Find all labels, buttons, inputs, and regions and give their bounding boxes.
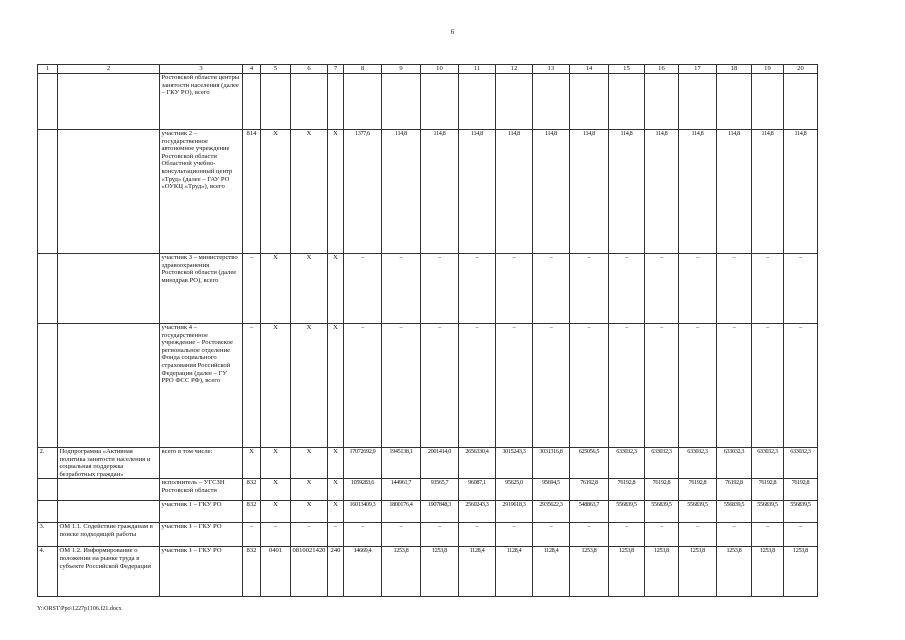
column-number-cell: 11	[458, 65, 495, 74]
grbs-code-cell: –	[243, 523, 261, 547]
amount-cell: 1945138,1	[381, 448, 420, 479]
expense-type-cell	[327, 74, 343, 130]
row-number-cell: 2.	[38, 448, 58, 479]
amount-cell: 1253,8	[569, 547, 608, 597]
column-number-cell: 1	[38, 65, 58, 74]
amount-cell: –	[420, 324, 458, 448]
column-number-cell: 5	[261, 65, 291, 74]
program-name-cell	[58, 501, 160, 523]
amount-cell: 1128,4	[495, 547, 532, 597]
amount-cell: –	[608, 523, 644, 547]
amount-cell	[532, 74, 569, 130]
amount-cell: 93565,7	[420, 479, 458, 501]
amount-cell: 556839,5	[751, 501, 783, 523]
table-body	[38, 65, 818, 597]
table-row	[38, 479, 818, 501]
target-article-cell: Х	[291, 448, 328, 479]
grbs-code-cell: 832	[243, 547, 261, 597]
amount-cell: 114,8	[420, 130, 458, 254]
row-number-cell	[38, 479, 58, 501]
amount-cell: –	[608, 254, 644, 324]
program-name-cell	[58, 74, 160, 130]
amount-cell: 633032,3	[716, 448, 751, 479]
program-name-cell: ОМ 1.2. Информирование о положении на рынке труда в субъекте Российской Федерации	[58, 547, 160, 597]
amount-cell	[644, 74, 678, 130]
participant-cell: всего в том числе:	[160, 448, 243, 479]
amount-cell: 144961,7	[381, 479, 420, 501]
table-row	[38, 501, 818, 523]
column-number-cell: 16	[644, 65, 678, 74]
amount-cell: –	[783, 254, 817, 324]
amount-cell: 76192,8	[716, 479, 751, 501]
amount-cell: 114,8	[751, 130, 783, 254]
amount-cell: –	[751, 254, 783, 324]
row-number-cell	[38, 501, 58, 523]
amount-cell: 1128,4	[458, 547, 495, 597]
amount-cell: –	[381, 324, 420, 448]
amount-cell: –	[678, 523, 716, 547]
row-number-cell	[38, 254, 58, 324]
column-number-cell: 15	[608, 65, 644, 74]
table-row	[38, 74, 818, 130]
section-code-cell: Х	[261, 448, 291, 479]
amount-cell	[608, 74, 644, 130]
participant-cell: участник 4 – государственное учреждение – Ростовское региональное отделение Фонда социального страхования Российской Федерации (далее – ГУ РРО ФСС РФ), всего	[160, 324, 243, 448]
amount-cell	[716, 74, 751, 130]
participant-cell: участник 3 – министерство здравоохранения Ростовской области (далее минздрав РО), всего	[160, 254, 243, 324]
target-article-cell: Х	[291, 254, 328, 324]
program-name-cell: ОМ 1.1. Содействие гражданам в поиске подходящей работы	[58, 523, 160, 547]
amount-cell: 16013409,3	[343, 501, 381, 523]
column-number-cell: 3	[160, 65, 243, 74]
amount-cell: –	[495, 324, 532, 448]
column-number-cell: 14	[569, 65, 608, 74]
row-number-cell	[38, 130, 58, 254]
grbs-code-cell: –	[243, 324, 261, 448]
amount-cell: 114,8	[381, 130, 420, 254]
expense-type-cell: Х	[327, 324, 343, 448]
amount-cell: –	[343, 324, 381, 448]
amount-cell: 17072692,9	[343, 448, 381, 479]
amount-cell: –	[569, 254, 608, 324]
amount-cell: –	[381, 523, 420, 547]
amount-cell: 556839,5	[678, 501, 716, 523]
amount-cell: 114,8	[532, 130, 569, 254]
amount-cell	[495, 74, 532, 130]
amount-cell: –	[716, 523, 751, 547]
table-row	[38, 254, 818, 324]
amount-cell: 1253,8	[751, 547, 783, 597]
amount-cell: 76192,8	[644, 479, 678, 501]
expense-type-cell: Х	[327, 130, 343, 254]
amount-cell: 2919618,3	[495, 501, 532, 523]
amount-cell: –	[532, 523, 569, 547]
section-code-cell: Х	[261, 479, 291, 501]
amount-cell: 1253,8	[420, 547, 458, 597]
amount-cell	[569, 74, 608, 130]
section-code-cell: Х	[261, 501, 291, 523]
amount-cell	[420, 74, 458, 130]
amount-cell: 114,8	[716, 130, 751, 254]
amount-cell: –	[751, 523, 783, 547]
amount-cell: –	[678, 254, 716, 324]
amount-cell: 76192,8	[569, 479, 608, 501]
participant-cell: участник 1 – ГКУ РО	[160, 547, 243, 597]
table-row	[38, 547, 818, 597]
amount-cell: 633032,3	[678, 448, 716, 479]
amount-cell: –	[458, 254, 495, 324]
amount-cell: 625056,5	[569, 448, 608, 479]
program-name-cell	[58, 324, 160, 448]
expense-type-cell: 240	[327, 547, 343, 597]
row-number-cell: 3.	[38, 523, 58, 547]
participant-cell: участник 1 – ГКУ РО	[160, 501, 243, 523]
file-path-footer: Y:\ORST\Ppo\1227p1106.f21.docx	[37, 606, 122, 612]
amount-cell	[783, 74, 817, 130]
amount-cell: 633032,3	[783, 448, 817, 479]
section-code-cell	[261, 74, 291, 130]
table-row	[38, 324, 818, 448]
budget-table	[37, 64, 818, 597]
table-row	[38, 448, 818, 479]
amount-cell: 95625,0	[495, 479, 532, 501]
column-number-cell: 9	[381, 65, 420, 74]
amount-cell: 1907848,3	[420, 501, 458, 523]
expense-type-cell: Х	[327, 254, 343, 324]
column-number-row	[38, 65, 818, 74]
program-name-cell	[58, 254, 160, 324]
amount-cell: –	[716, 324, 751, 448]
amount-cell: 114,8	[608, 130, 644, 254]
column-number-cell: 4	[243, 65, 261, 74]
participant-cell: Ростовской области центры занятости населения (далее – ГКУ РО), всего	[160, 74, 243, 130]
amount-cell: –	[644, 523, 678, 547]
amount-cell: –	[420, 523, 458, 547]
column-number-cell: 7	[327, 65, 343, 74]
grbs-code-cell: 814	[243, 130, 261, 254]
amount-cell: 556839,5	[644, 501, 678, 523]
amount-cell: 548863,7	[569, 501, 608, 523]
amount-cell: 556839,5	[716, 501, 751, 523]
program-name-cell	[58, 479, 160, 501]
amount-cell: 114,8	[783, 130, 817, 254]
expense-type-cell: Х	[327, 501, 343, 523]
target-article-cell: Х	[291, 130, 328, 254]
amount-cell: –	[343, 254, 381, 324]
amount-cell: –	[608, 324, 644, 448]
amount-cell: 114,8	[458, 130, 495, 254]
amount-cell: 2656330,4	[458, 448, 495, 479]
amount-cell	[381, 74, 420, 130]
amount-cell: 1377,6	[343, 130, 381, 254]
amount-cell: –	[783, 324, 817, 448]
amount-cell: 76192,8	[783, 479, 817, 501]
amount-cell: 76192,8	[678, 479, 716, 501]
grbs-code-cell: Х	[243, 448, 261, 479]
amount-cell: 1800176,4	[381, 501, 420, 523]
amount-cell	[458, 74, 495, 130]
amount-cell: 76192,8	[751, 479, 783, 501]
amount-cell: 114,8	[495, 130, 532, 254]
amount-cell: 1128,4	[532, 547, 569, 597]
amount-cell: –	[751, 324, 783, 448]
section-code-cell: Х	[261, 130, 291, 254]
amount-cell: 556839,5	[783, 501, 817, 523]
amount-cell: 114,8	[569, 130, 608, 254]
row-number-cell: 4.	[38, 547, 58, 597]
section-code-cell: –	[261, 523, 291, 547]
column-number-cell: 2	[58, 65, 160, 74]
amount-cell: –	[644, 254, 678, 324]
amount-cell: 633032,3	[751, 448, 783, 479]
grbs-code-cell: 832	[243, 501, 261, 523]
amount-cell: –	[532, 324, 569, 448]
amount-cell: 14669,4	[343, 547, 381, 597]
column-number-cell: 6	[291, 65, 328, 74]
amount-cell: 76192,8	[608, 479, 644, 501]
column-number-cell: 20	[783, 65, 817, 74]
amount-cell: –	[716, 254, 751, 324]
target-article-cell: 0810021420	[291, 547, 328, 597]
amount-cell: –	[495, 254, 532, 324]
amount-cell: –	[381, 254, 420, 324]
section-code-cell: 0401	[261, 547, 291, 597]
program-name-cell: Подпрограмма «Активная политика занятости населения и социальная поддержка безработных граждан»	[58, 448, 160, 479]
table-row	[38, 130, 818, 254]
page-number: 6	[450, 28, 455, 36]
column-number-cell: 19	[751, 65, 783, 74]
amount-cell: 96087,1	[458, 479, 495, 501]
amount-cell: 3015243,3	[495, 448, 532, 479]
amount-cell: –	[458, 523, 495, 547]
amount-cell: –	[495, 523, 532, 547]
amount-cell	[343, 74, 381, 130]
amount-cell: –	[569, 523, 608, 547]
amount-cell: –	[420, 254, 458, 324]
grbs-code-cell	[243, 74, 261, 130]
amount-cell	[751, 74, 783, 130]
amount-cell: 95694,5	[532, 479, 569, 501]
column-number-cell: 18	[716, 65, 751, 74]
amount-cell: 1253,8	[381, 547, 420, 597]
section-code-cell: Х	[261, 324, 291, 448]
expense-type-cell: Х	[327, 448, 343, 479]
row-number-cell	[38, 324, 58, 448]
expense-type-cell: Х	[327, 479, 343, 501]
column-number-cell: 17	[678, 65, 716, 74]
amount-cell: –	[343, 523, 381, 547]
amount-cell: 1253,8	[783, 547, 817, 597]
amount-cell: –	[644, 324, 678, 448]
table-row	[38, 523, 818, 547]
row-number-cell	[38, 74, 58, 130]
target-article-cell: Х	[291, 479, 328, 501]
amount-cell: 114,8	[678, 130, 716, 254]
target-article-cell: Х	[291, 324, 328, 448]
amount-cell: –	[458, 324, 495, 448]
column-number-cell: 8	[343, 65, 381, 74]
participant-cell: участник 1 – ГКУ РО	[160, 523, 243, 547]
section-code-cell: Х	[261, 254, 291, 324]
grbs-code-cell: 832	[243, 479, 261, 501]
participant-cell: участник 2 – государственное автономное учреждение Ростовской области Областной учебно-консультационный центр «Труд» (далее – ГАУ РО «ОУКЦ «Труд»), всего	[160, 130, 243, 254]
amount-cell: 2935622,3	[532, 501, 569, 523]
column-number-cell: 13	[532, 65, 569, 74]
amount-cell	[678, 74, 716, 130]
column-number-cell: 12	[495, 65, 532, 74]
column-number-cell: 10	[420, 65, 458, 74]
amount-cell: 1253,8	[608, 547, 644, 597]
amount-cell: 114,8	[644, 130, 678, 254]
amount-cell: 633032,3	[644, 448, 678, 479]
target-article-cell: –	[291, 523, 328, 547]
amount-cell: 1059283,6	[343, 479, 381, 501]
target-article-cell	[291, 74, 328, 130]
amount-cell: –	[783, 523, 817, 547]
amount-cell: 1253,8	[716, 547, 751, 597]
amount-cell: 2560243,3	[458, 501, 495, 523]
amount-cell: 3031316,8	[532, 448, 569, 479]
amount-cell: –	[678, 324, 716, 448]
amount-cell: –	[569, 324, 608, 448]
amount-cell: 556839,5	[608, 501, 644, 523]
program-name-cell	[58, 130, 160, 254]
amount-cell: 2001414,0	[420, 448, 458, 479]
grbs-code-cell: –	[243, 254, 261, 324]
amount-cell: 633032,3	[608, 448, 644, 479]
expense-type-cell: –	[327, 523, 343, 547]
amount-cell: 1253,8	[644, 547, 678, 597]
amount-cell: –	[532, 254, 569, 324]
participant-cell: исполнитель – УГСЗН Ростовской области	[160, 479, 243, 501]
target-article-cell: Х	[291, 501, 328, 523]
amount-cell: 1253,8	[678, 547, 716, 597]
